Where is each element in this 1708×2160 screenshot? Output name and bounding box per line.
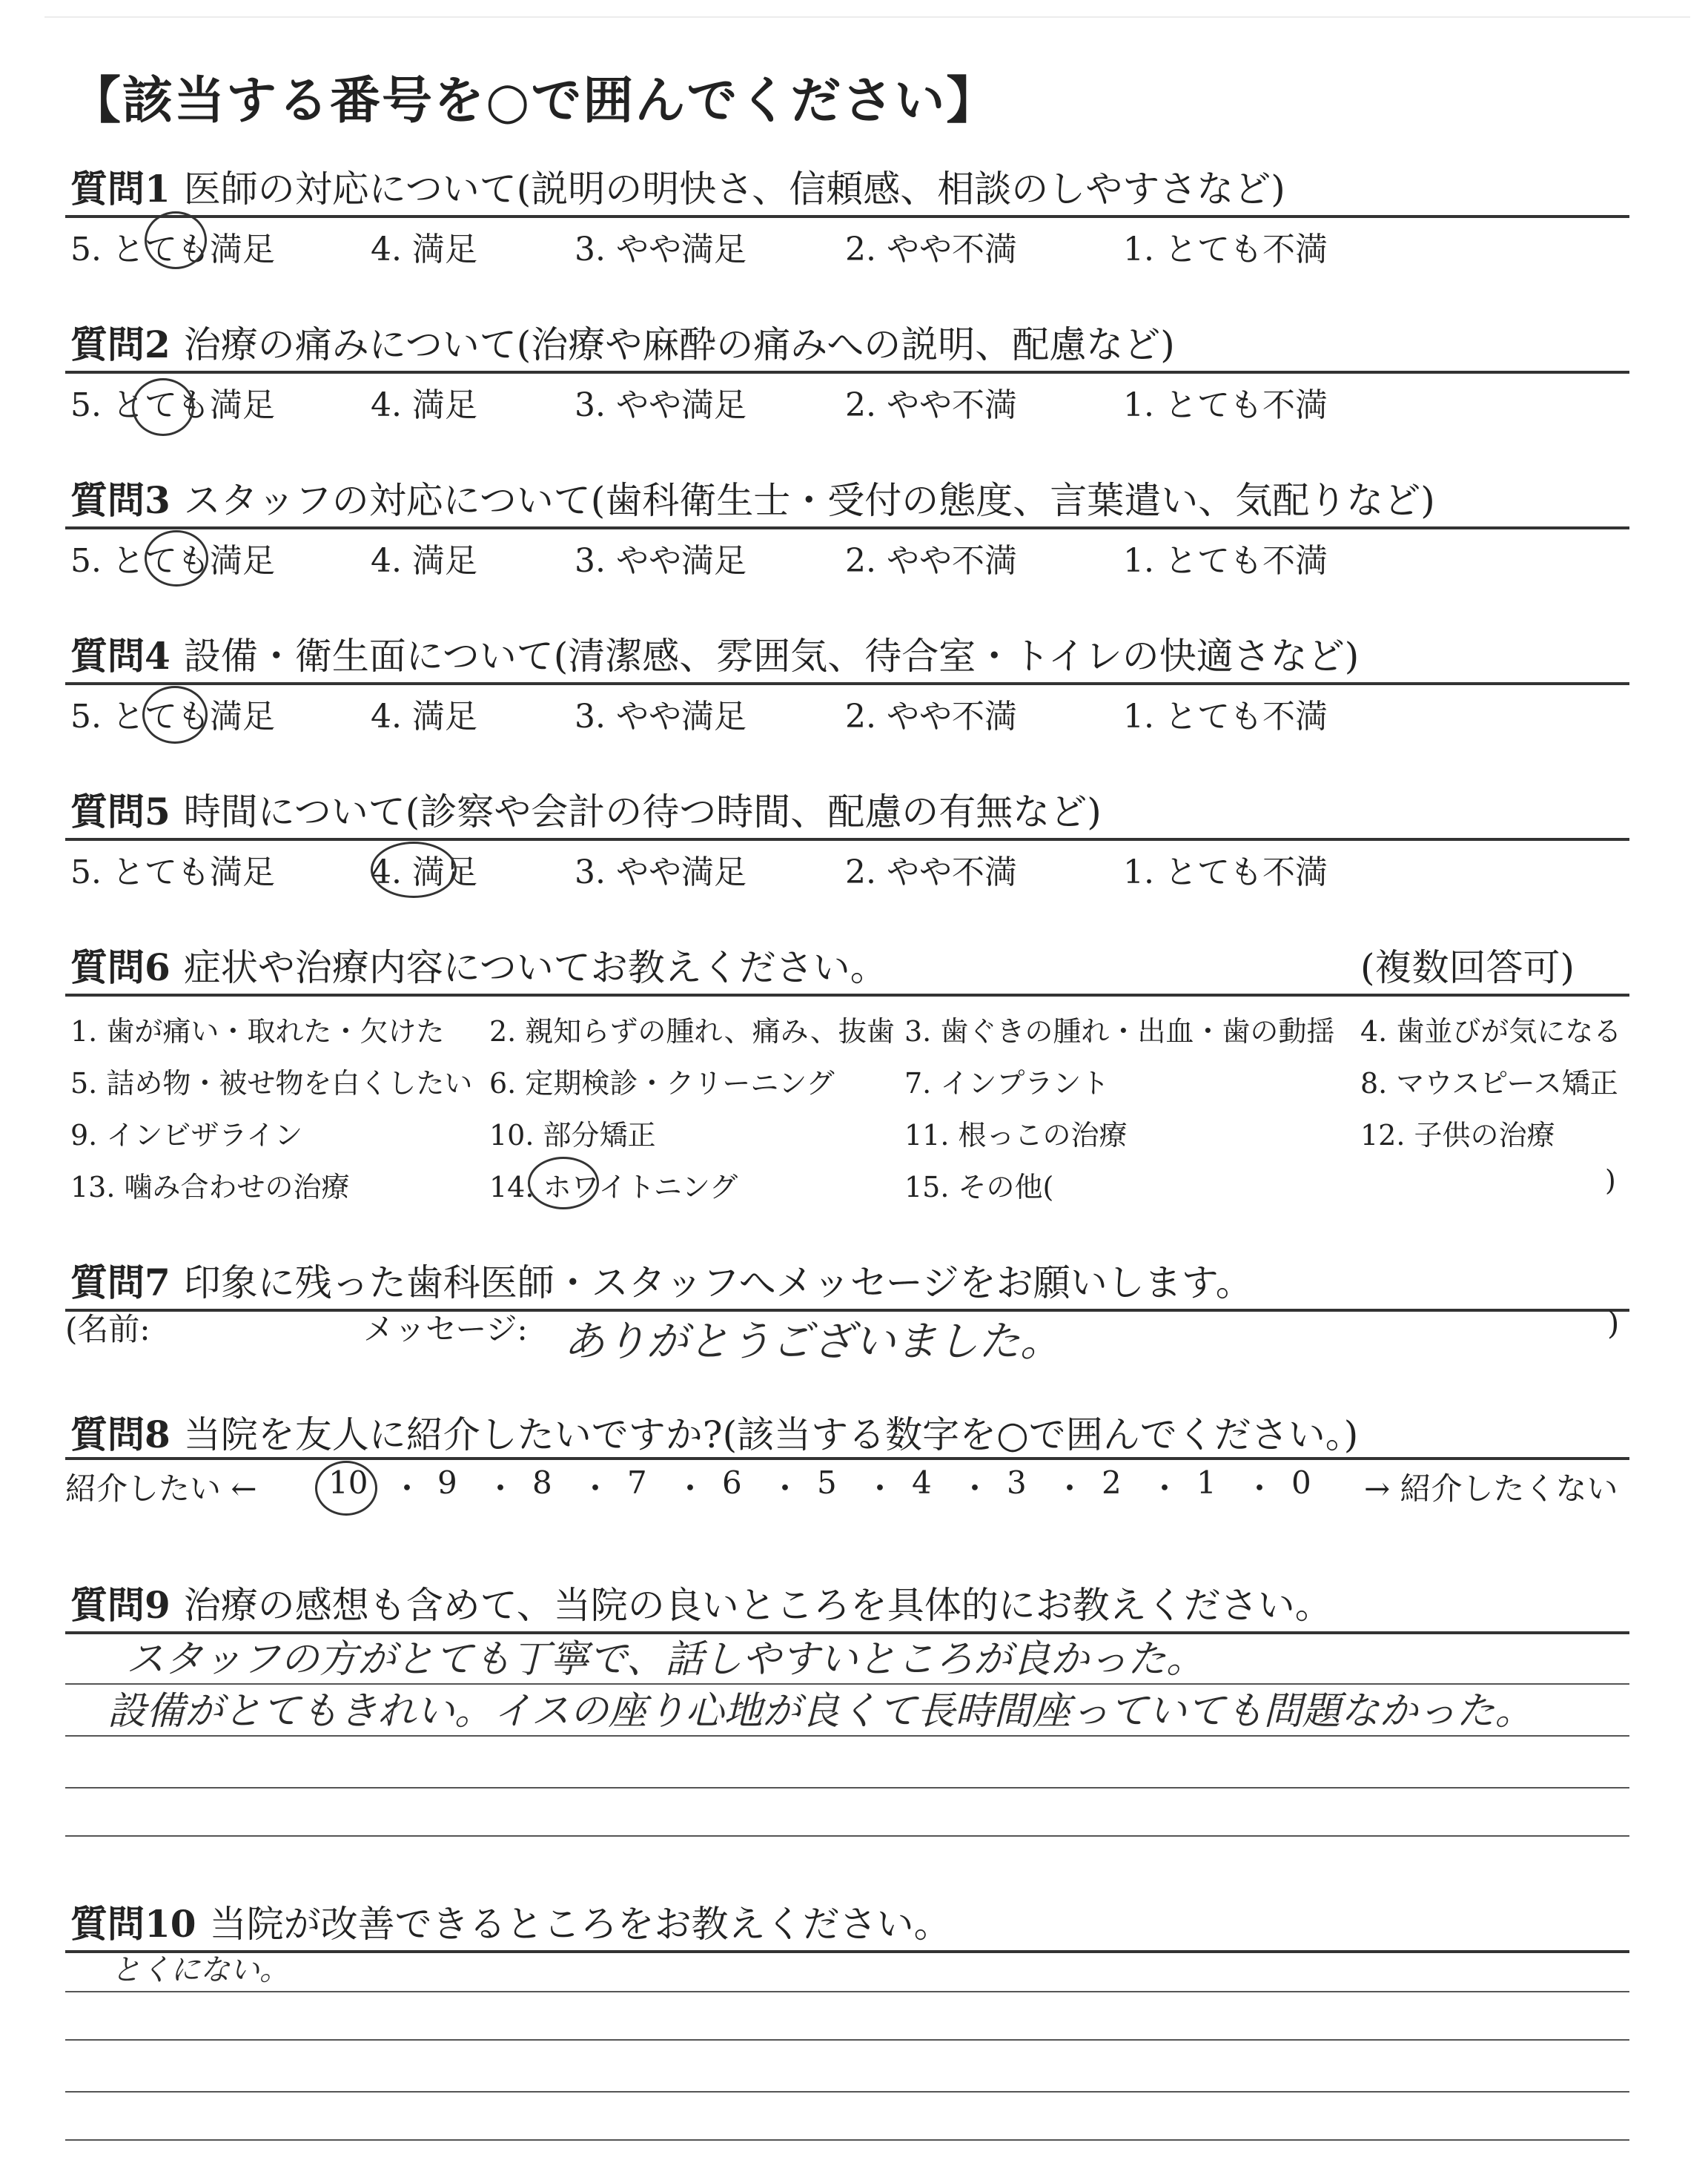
question-text: 設備・衛生面について(清潔感、雰囲気、待合室・トイレの快適さなど) (183, 635, 1360, 678)
top-border (44, 16, 1690, 18)
scale-right-label: → 紹介したくない (1364, 1470, 1618, 1507)
question-9 (70, 1576, 1332, 1629)
q6-option[interactable]: 14. ホワイトニング (489, 1171, 738, 1203)
q6-option[interactable]: 5. 詰め物・被せ物を白くしたい (70, 1067, 473, 1100)
scale-value-7[interactable]: 7 (627, 1464, 647, 1501)
question-text: 当院を友人に紹介したいですか?(該当する数字を○で囲んでください。) (183, 1413, 1359, 1456)
question-10 (70, 1895, 951, 1948)
q6-option[interactable]: 13. 噛み合わせの治療 (70, 1171, 350, 1203)
rating-option-1[interactable]: 1. とても不満 (1123, 698, 1328, 736)
divider (65, 215, 1629, 218)
rating-option-5[interactable]: 5. とても満足 (70, 231, 275, 268)
rating-option-4[interactable]: 4. 満足 (371, 231, 477, 268)
scale-dot: ・ (391, 1470, 423, 1507)
q6-option[interactable]: 6. 定期検診・クリーニング (489, 1067, 835, 1100)
question-number: 質問8 (70, 1413, 171, 1456)
scale-value-8[interactable]: 8 (532, 1464, 552, 1501)
scale-dot: ・ (864, 1470, 896, 1507)
rating-option-5[interactable]: 5. とても満足 (70, 853, 275, 891)
question-text: 治療の感想も含めて、当院の良いところを具体的にお教えください。 (183, 1584, 1332, 1627)
selection-circle (315, 1461, 377, 1516)
scale-dot: ・ (485, 1470, 517, 1507)
scale-dot: ・ (1149, 1470, 1181, 1507)
answer-rule (65, 2091, 1629, 2093)
answer-line-2[interactable]: 設備がとてもきれい。イスの座り心地が良くて長時間座っていても問題なかった。 (107, 1689, 1534, 1734)
question-5 (70, 782, 1102, 836)
rating-option-2[interactable]: 2. やや不満 (845, 386, 1017, 424)
rating-option-2[interactable]: 2. やや不満 (845, 231, 1017, 268)
rating-option-2[interactable]: 2. やや不満 (845, 698, 1017, 736)
rating-option-2[interactable]: 2. やや不満 (845, 853, 1017, 891)
selection-circle (132, 378, 194, 436)
rating-option-1[interactable]: 1. とても不満 (1123, 231, 1328, 268)
q6-option[interactable]: 4. 歯並びが気になる (1360, 1015, 1622, 1048)
scale-value-1[interactable]: 1 (1196, 1464, 1217, 1501)
rating-option-5[interactable]: 5. とても満足 (70, 542, 275, 580)
message-answer[interactable]: ありがとうございました。 (563, 1318, 1062, 1366)
question-8 (70, 1405, 1358, 1459)
rating-option-5[interactable]: 5. とても満足 (70, 698, 275, 736)
scale-value-5[interactable]: 5 (817, 1464, 837, 1501)
scale-value-4[interactable]: 4 (912, 1464, 932, 1501)
rating-option-4[interactable]: 4. 満足 (371, 698, 477, 736)
answer-rule (65, 1735, 1629, 1737)
rating-option-1[interactable]: 1. とても不満 (1123, 542, 1328, 580)
divider (65, 682, 1629, 685)
scale-value-3[interactable]: 3 (1007, 1464, 1027, 1501)
scale-dot: ・ (1244, 1470, 1276, 1507)
message-label: メッセージ: (363, 1311, 528, 1347)
rating-option-2[interactable]: 2. やや不満 (845, 542, 1017, 580)
question-number: 質問9 (70, 1583, 171, 1627)
answer-line-1[interactable]: スタッフの方がとても丁寧で、話しやすいところが良かった。 (126, 1637, 1205, 1682)
q6-option[interactable]: 8. マウスピース矯正 (1360, 1067, 1618, 1100)
question-text: 当院が改善できるところをお教えください。 (209, 1903, 951, 1946)
q6-option[interactable]: 15. その他( (904, 1171, 1054, 1203)
rating-option-3[interactable]: 3. やや満足 (575, 231, 747, 268)
q6-option[interactable]: 3. 歯ぐきの腫れ・出血・歯の動揺 (904, 1015, 1335, 1048)
answer-rule (65, 1835, 1629, 1837)
question-number: 質問1 (70, 167, 171, 211)
divider (65, 838, 1629, 841)
question-2 (70, 315, 1175, 369)
q6-option[interactable]: 2. 親知らずの腫れ、痛み、抜歯 (489, 1015, 895, 1048)
q6-option[interactable]: 9. インビザライン (70, 1119, 303, 1152)
answer-rule (65, 1991, 1629, 1992)
q6-option[interactable]: 1. 歯が痛い・取れた・欠けた (70, 1015, 445, 1048)
selection-circle (371, 842, 457, 898)
question-text: 印象に残った歯科医師・スタッフへメッセージをお願いします。 (183, 1261, 1253, 1304)
rating-option-3[interactable]: 3. やや満足 (575, 853, 747, 891)
divider (65, 994, 1629, 997)
question-number: 質問3 (70, 478, 171, 522)
question-number: 質問2 (70, 323, 171, 366)
divider (65, 371, 1629, 374)
rating-option-3[interactable]: 3. やや満足 (575, 386, 747, 424)
rating-option-5[interactable]: 5. とても満足 (70, 386, 275, 424)
scale-value-6[interactable]: 6 (722, 1464, 742, 1501)
form-header: 【該当する番号を○で囲んでください】 (70, 71, 999, 131)
question-text: 治療の痛みについて(治療や麻酔の痛みへの説明、配慮など) (183, 323, 1175, 366)
q6-option[interactable]: 12. 子供の治療 (1360, 1119, 1555, 1152)
message-close-paren: ) (1607, 1305, 1620, 1341)
rating-option-4[interactable]: 4. 満足 (371, 853, 477, 891)
rating-option-3[interactable]: 3. やや満足 (575, 698, 747, 736)
scale-value-2[interactable]: 2 (1102, 1464, 1122, 1501)
scale-dot: ・ (580, 1470, 612, 1507)
q6-option[interactable]: 11. 根っこの治療 (904, 1119, 1128, 1152)
name-label: (名前: (65, 1311, 150, 1347)
multiple-answers-note: (複数回答可) (1360, 946, 1575, 989)
question-number: 質問10 (70, 1902, 196, 1946)
rating-option-4[interactable]: 4. 満足 (371, 542, 477, 580)
referral-scale (65, 1464, 1629, 1509)
question-text: 症状や治療内容についてお教えください。 (183, 946, 887, 989)
scale-value-9[interactable]: 9 (437, 1464, 457, 1501)
selection-circle (142, 686, 208, 744)
question-text: 時間について(診察や会計の待つ時間、配慮の有無など) (183, 790, 1102, 833)
answer-rule (65, 2039, 1629, 2041)
scale-dot: ・ (769, 1470, 801, 1507)
rating-option-1[interactable]: 1. とても不満 (1123, 853, 1328, 891)
rating-option-1[interactable]: 1. とても不満 (1123, 386, 1328, 424)
scale-dot: ・ (959, 1470, 991, 1507)
question-number: 質問5 (70, 790, 171, 833)
divider (65, 1950, 1629, 1953)
q6-other-close: ) (1605, 1164, 1616, 1197)
answer-rule (65, 1787, 1629, 1789)
rating-option-4[interactable]: 4. 満足 (371, 386, 477, 424)
selection-circle (145, 211, 207, 269)
improvement-answer[interactable]: とくにない。 (111, 1953, 289, 1987)
question-number: 質問4 (70, 634, 171, 678)
question-text: 医師の対応について(説明の明快さ、信頼感、相談のしやすさなど) (183, 168, 1285, 211)
scale-dot: ・ (675, 1470, 706, 1507)
selection-circle (528, 1157, 599, 1209)
scale-value-0[interactable]: 0 (1291, 1464, 1311, 1501)
question-3 (70, 471, 1435, 524)
question-7 (70, 1253, 1253, 1307)
answer-rule (65, 2139, 1629, 2141)
question-1 (70, 159, 1285, 213)
q6-option[interactable]: 10. 部分矯正 (489, 1119, 656, 1152)
rating-option-3[interactable]: 3. やや満足 (575, 542, 747, 580)
question-number: 質問7 (70, 1261, 171, 1304)
scale-left-label: 紹介したい ← (65, 1470, 257, 1507)
selection-circle (145, 530, 208, 587)
scale-dot: ・ (1054, 1470, 1086, 1507)
divider (65, 526, 1629, 529)
question-number: 質問6 (70, 945, 171, 989)
divider (65, 1457, 1629, 1460)
scale-value-10[interactable]: 10 (328, 1464, 368, 1501)
q6-option[interactable]: 7. インプラント (904, 1067, 1110, 1100)
q6-options-grid (70, 1008, 1627, 1216)
question-text: スタッフの対応について(歯科衛生士・受付の態度、言葉遣い、気配りなど) (183, 479, 1435, 522)
question-4 (70, 627, 1359, 680)
question-6 (70, 938, 887, 991)
